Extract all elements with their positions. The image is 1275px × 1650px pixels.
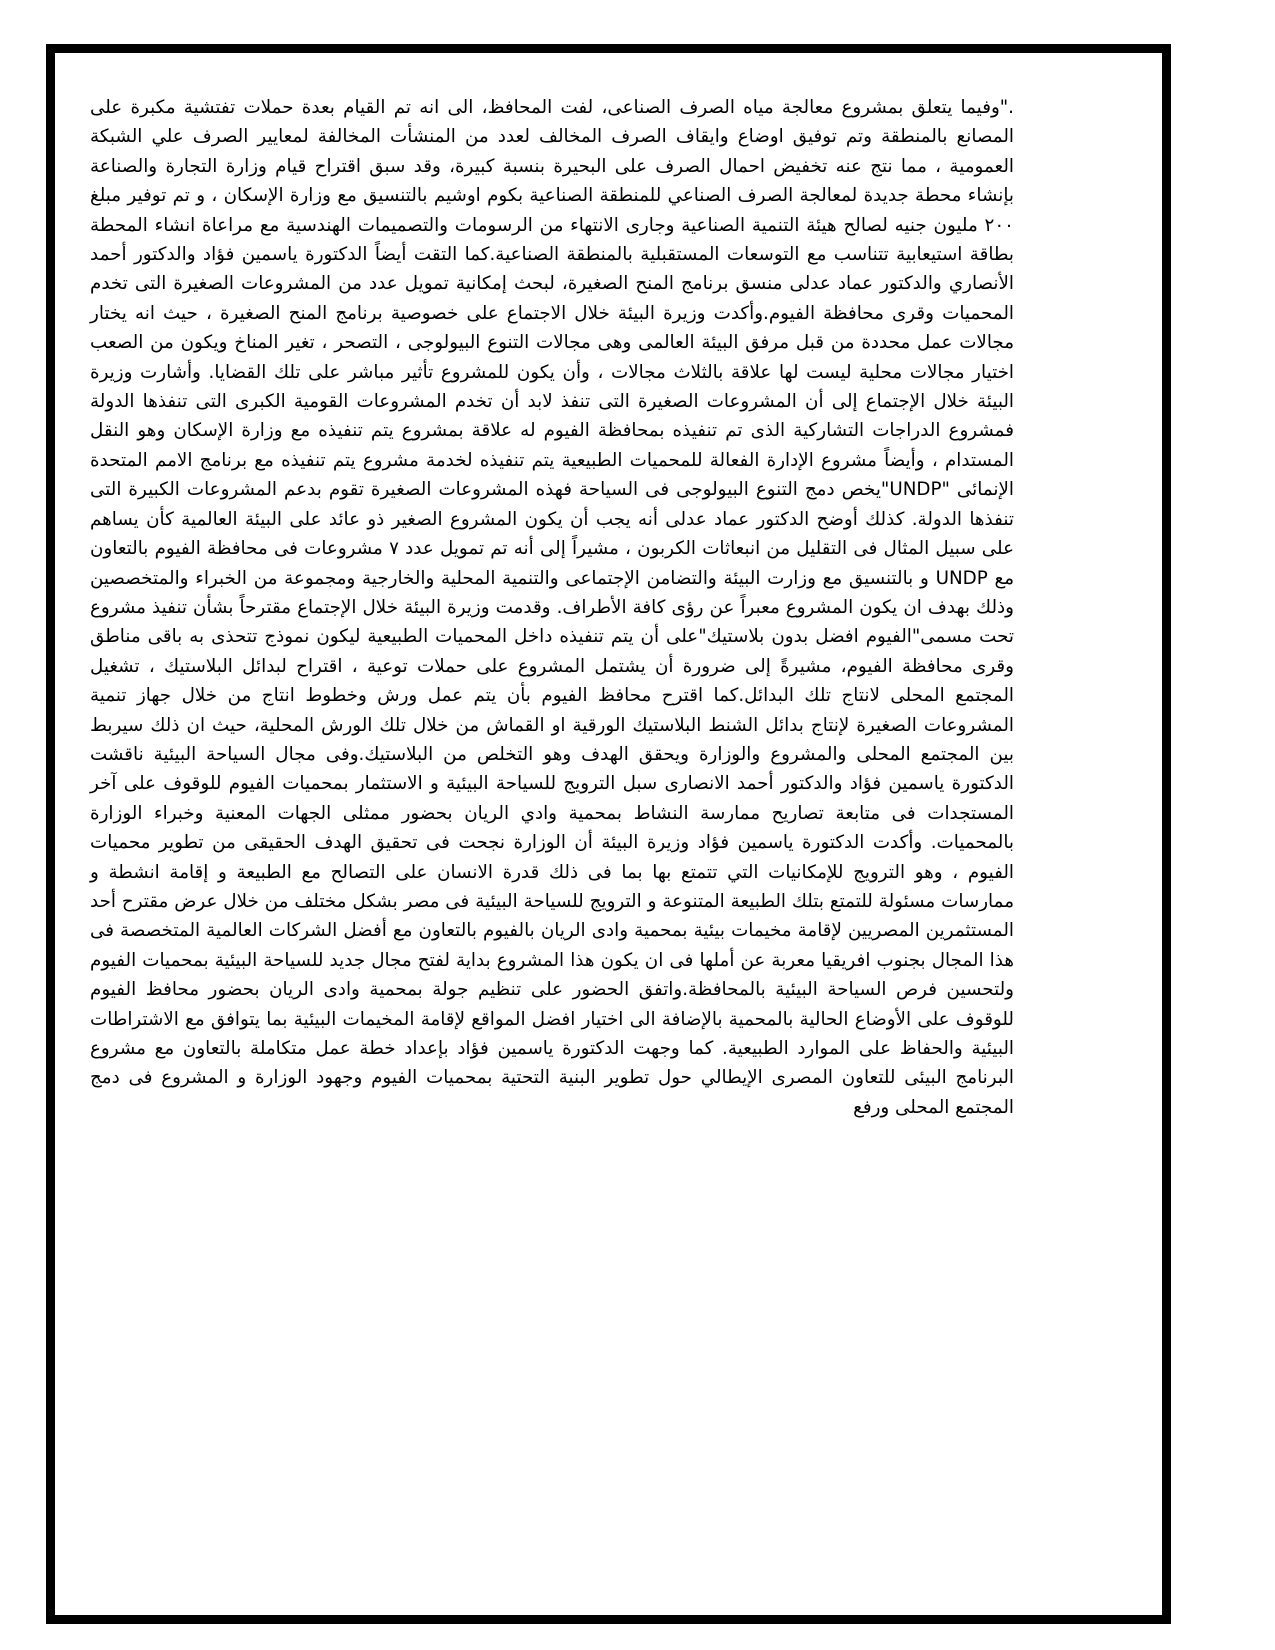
body-paragraph: ."وفيما يتعلق بمشروع معالجة مياه الصرف الصناعى، لفت المحافظ، الى انه تم القيام بعدة حملات تفتشية مكبرة على المصانع بالمنطقة وتم توفيق اوضاع وايقاف الصرف المخالف لعدد من المنشأت المخالفة لمعايير الصرف علي الشبكة العمومية ، مما نتج عنه تخفيض احمال الصرف على البحيرة بنسبة كبيرة، وقد سبق اقتراح قيام وزارة التجارة والصناعة بإنشاء محطة جديدة لمعالجة الصرف الصناعي للمنطقة الصناعية بكوم اوشيم بالتنسيق مع وزارة الإسكان ، و تم توفير مبلغ ٢٠٠ مليون جنيه لصالح هيئة التنمية الصناعية وجارى الانتهاء من الرسومات والتصميمات الهندسية مع مراعاة انشاء المحطة بطاقة استيعابية تتناسب مع التوسعات المستقبلية بالمنطقة الصناعية.كما التقت أيضاً الدكتورة ياسمين فؤاد والدكتور أحمد الأنصاري والدكتور عماد عدلى منسق برنامج المنح الصغيرة، لبحث إمكانية تمويل عدد من المشروعات الصغيرة التى تخدم المحميات وقرى محافظة الفيوم.وأكدت وزيرة البيئة خلال الاجتماع على خصوصية برنامج المنح الصغيرة ، حيث انه يختار مجالات عمل محددة من قبل مرفق البيئة العالمى وهى مجالات التنوع البيولوجى ، التصحر ، تغير المناخ ويكون من الصعب اختيار مجالات محلية ليست لها علاقة بالثلاث مجالات ، وأن يكون للمشروع تأثير مباشر على تلك القضايا. وأشارت وزيرة البيئة خلال الإجتماع إلى أن المشروعات الصغيرة التى تنفذ لابد أن تخدم المشروعات القومية الكبرى التى تنفذها الدولة فمشروع الدراجات التشاركية الذى تم تنفيذه بمحافظة الفيوم له علاقة بمشروع يتم تنفيذه مع وزارة الإسكان وهو النقل المستدام ، وأيضاً مشروع الإدارة الفعالة للمحميات الطبيعية يتم تنفيذه لخدمة مشروع يتم تنفيذه مع برنامج الامم المتحدة الإنمائى "UNDP"يخص دمج التنوع البيولوجى فى السياحة فهذه المشروعات الصغيرة تقوم بدعم المشروعات الكبيرة التى تنفذها الدولة. كذلك أوضح الدكتور عماد عدلى أنه يجب أن يكون المشروع الصغير ذو عائد على البيئة العالمية كأن يساهم على سبيل المثال فى التقليل من انبعاثات الكربون ، مشيراً إلى أنه تم تمويل عدد ٧ مشروعات فى محافظة الفيوم بالتعاون مع UNDP و بالتنسيق مع وزارت البيئة والتضامن الإجتماعى والتنمية المحلية والخارجية ومجموعة من الخبراء والمتخصصين وذلك بهدف ان يكون المشروع معبراً عن رؤى كافة الأطراف. وقدمت وزيرة البيئة خلال الإجتماع مقترحاً بشأن تنفيذ مشروع تحت مسمى"الفيوم افضل بدون بلاستيك"على أن يتم تنفيذه داخل المحميات الطبيعية ليكون نموذج تتحذى به باقى مناطق وقرى محافظة الفيوم، مشيرةً إلى ضرورة أن يشتمل المشروع على حملات توعية ، اقتراح لبدائل البلاستيك ، تشغيل المجتمع المحلى لانتاج تلك البدائل.كما اقترح محافظ الفيوم بأن يتم عمل ورش وخطوط انتاج من خلال جهاز تنمية المشروعات الصغيرة لإنتاج بدائل الشنط البلاستيك الورقية او القماش من خلال تلك الورش المحلية، حيث ان ذلك سيربط بين المجتمع المحلى والمشروع والوزارة ويحقق الهدف وهو التخلص من البلاستيك.وفى مجال السياحة البيئية ناقشت الدكتورة ياسمين فؤاد والدكتور أحمد الانصارى سبل الترويج للسياحة البيئية و الاستثمار بمحميات الفيوم للوقوف على آخر المستجدات فى متابعة تصاريح ممارسة النشاط بمحمية وادي الريان بحضور ممثلى الجهات المعنية وخبراء الوزارة بالمحميات. وأكدت الدكتورة ياسمين فؤاد وزيرة البيئة أن الوزارة نجحت فى تحقيق الهدف الحقيقى من تطوير محميات الفيوم ، وهو الترويج للإمكانيات التي تتمتع بها بما فى ذلك قدرة الانسان على التصالح مع الطبيعة و إقامة انشطة و ممارسات مسئولة للتمتع بتلك الطبيعة المتنوعة و الترويج للسياحة البيئية فى مصر بشكل مختلف من خلال عرض مقترح أحد المستثمرين المصريين لإقامة مخيمات بيئية بمحمية وادى الريان بالفيوم بالتعاون مع أفضل الشركات العالمية المتخصصة فى هذا المجال بجنوب افريقيا معربة عن أملها فى ان يكون هذا المشروع بداية لفتح مجال جديد للسياحة البيئية بمحميات الفيوم ولتحسين فرص السياحة البيئية بالمحافظة.واتفق الحضور على تنظيم جولة بمحمية وادى الريان بحضور محافظ الفيوم للوقوف على الأوضاع الحالية بالمحمية بالإضافة الى اختيار افضل المواقع لإقامة المخيمات البيئية بما يتوافق مع الاشتراطات البيئية والحفاظ على الموارد الطبيعية. كما وجهت الدكتورة ياسمين فؤاد بإعداد خطة عمل متكاملة بالتعاون مع مشروع البرنامج البيئى للتعاون المصرى الإيطالي حول تطوير البنية التحتية بمحميات الفيوم وجهود الوزارة و المشروع فى دمج المجتمع المحلى ورفع <box>90 97 1014 1118</box>
